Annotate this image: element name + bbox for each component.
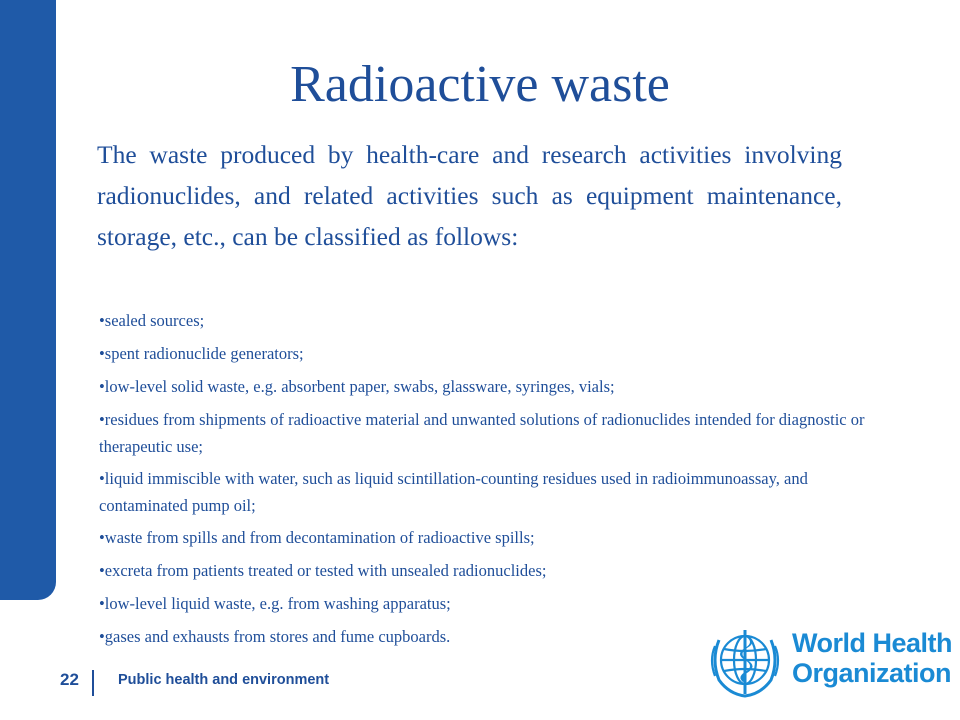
- list-item: • residues from shipments of radioactive material and unwanted solutions of radionuclides intended for diagnostic or therapeutic use;: [99, 406, 879, 460]
- page-number: 22: [60, 670, 79, 689]
- list-item: • spent radionuclide generators;: [99, 340, 879, 367]
- list-item: • excreta from patients treated or tested with unsealed radionuclides;: [99, 557, 879, 584]
- logo-line-1: World Health: [792, 628, 953, 658]
- intro-paragraph: The waste produced by health-care and research activities involving radionuclides, and related activities such as equipment maintenance, storage, etc., can be classified as follows:: [97, 140, 842, 251]
- list-item: • waste from spills and from decontamination of radioactive spills;: [99, 524, 879, 551]
- who-emblem-icon: [705, 622, 785, 702]
- who-logo-text: [792, 628, 952, 688]
- list-item: • low-level solid waste, e.g. absorbent paper, swabs, glassware, syringes, vials;: [99, 373, 879, 400]
- footer-divider: [92, 670, 94, 696]
- list-item: • sealed sources;: [99, 307, 879, 334]
- footer-section-label: Public health and environment: [118, 672, 330, 688]
- logo-line-2: Organization: [792, 658, 952, 688]
- list-item: • liquid immiscible with water, such as liquid scintillation-counting residues used in radioimmunoassay, and contaminated pump oil;: [99, 465, 879, 519]
- bullet-list: [99, 307, 879, 656]
- list-item: • gases and exhausts from stores and fume cupboards.: [99, 623, 879, 650]
- slide-title: Radioactive waste: [290, 56, 670, 113]
- list-item: • low-level liquid waste, e.g. from washing apparatus;: [99, 590, 879, 617]
